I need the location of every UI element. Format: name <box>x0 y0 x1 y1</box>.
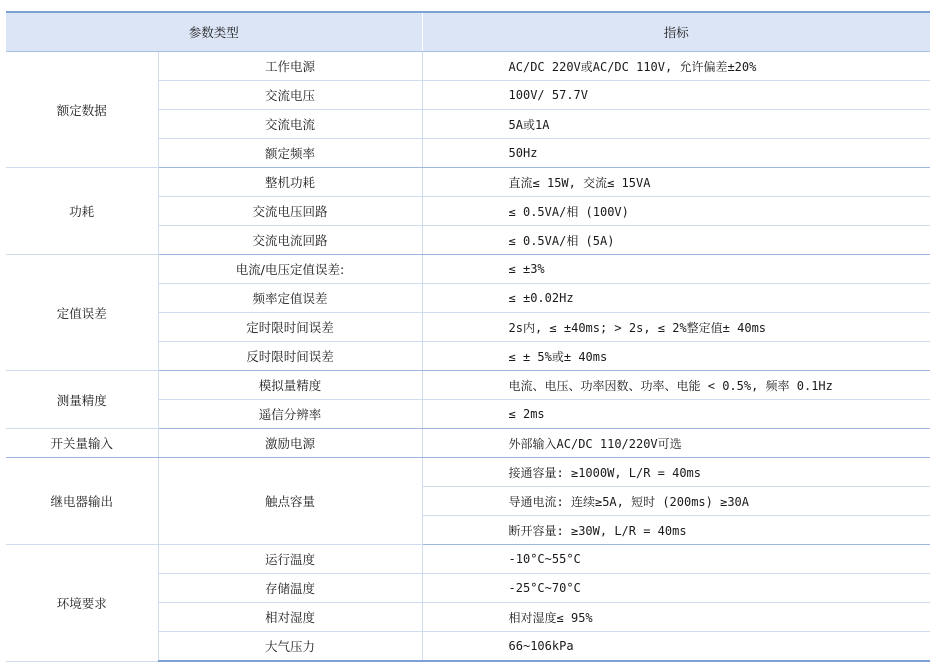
group-label: 测量精度 <box>6 371 158 429</box>
param-value: 导通电流: 连续≥5A, 短时 (200ms) ≥30A <box>422 487 930 516</box>
param-name: 大气压力 <box>158 632 422 662</box>
param-name: 运行温度 <box>158 545 422 574</box>
group-label: 环境要求 <box>6 545 158 662</box>
header-row <box>6 12 930 52</box>
param-value: ≤ 0.5VA/相 (5A) <box>422 226 930 255</box>
param-name: 激励电源 <box>158 429 422 458</box>
param-name: 交流电压回路 <box>158 197 422 226</box>
param-name: 电流/电压定值误差: <box>158 255 422 284</box>
param-value: 2s内, ≤ ±40ms; > 2s, ≤ 2%整定值± 40ms <box>422 313 930 342</box>
param-value: 100V/ 57.7V <box>422 81 930 110</box>
group-label: 继电器输出 <box>6 458 158 545</box>
param-value: ≤ ± 5%或± 40ms <box>422 342 930 371</box>
param-name: 工作电源 <box>158 52 422 81</box>
param-value: ≤ ±0.02Hz <box>422 284 930 313</box>
param-value: -10°C~55°C <box>422 545 930 574</box>
param-name: 相对湿度 <box>158 603 422 632</box>
param-name: 存储温度 <box>158 574 422 603</box>
table-row <box>6 255 930 284</box>
group-label: 定值误差 <box>6 255 158 371</box>
param-value: ≤ ±3% <box>422 255 930 284</box>
param-value: 直流≤ 15W, 交流≤ 15VA <box>422 168 930 197</box>
param-value: AC/DC 220V或AC/DC 110V, 允许偏差±20% <box>422 52 930 81</box>
spec-table-container <box>6 11 930 662</box>
param-name: 额定频率 <box>158 139 422 168</box>
table-row <box>6 458 930 487</box>
param-value: 电流、电压、功率因数、功率、电能 < 0.5%, 频率 0.1Hz <box>422 371 930 400</box>
table-row <box>6 429 930 458</box>
group-label: 功耗 <box>6 168 158 255</box>
param-name: 交流电压 <box>158 81 422 110</box>
param-name: 触点容量 <box>158 458 422 545</box>
param-value: 外部输入AC/DC 110/220V可选 <box>422 429 930 458</box>
param-value: 5A或1A <box>422 110 930 139</box>
param-name: 反时限时间误差 <box>158 342 422 371</box>
group-label: 开关量输入 <box>6 429 158 458</box>
header-param-type: 参数类型 <box>6 12 422 52</box>
param-name: 交流电流 <box>158 110 422 139</box>
param-value: 断开容量: ≥30W, L/R = 40ms <box>422 516 930 545</box>
table-body <box>6 52 930 662</box>
table-row <box>6 52 930 81</box>
param-name: 定时限时间误差 <box>158 313 422 342</box>
param-value: 50Hz <box>422 139 930 168</box>
header-indicator: 指标 <box>422 12 930 52</box>
param-name: 整机功耗 <box>158 168 422 197</box>
param-value: 66~106kPa <box>422 632 930 662</box>
param-name: 频率定值误差 <box>158 284 422 313</box>
table-row <box>6 371 930 400</box>
param-name: 模拟量精度 <box>158 371 422 400</box>
param-value: 接通容量: ≥1000W, L/R = 40ms <box>422 458 930 487</box>
table-header <box>6 12 930 52</box>
param-value: ≤ 2ms <box>422 400 930 429</box>
group-label: 额定数据 <box>6 52 158 168</box>
param-value: ≤ 0.5VA/相 (100V) <box>422 197 930 226</box>
param-value: 相对湿度≤ 95% <box>422 603 930 632</box>
param-name: 交流电流回路 <box>158 226 422 255</box>
table-row <box>6 545 930 574</box>
table-row <box>6 168 930 197</box>
param-name: 遥信分辨率 <box>158 400 422 429</box>
spec-table <box>6 11 930 662</box>
param-value: -25°C~70°C <box>422 574 930 603</box>
